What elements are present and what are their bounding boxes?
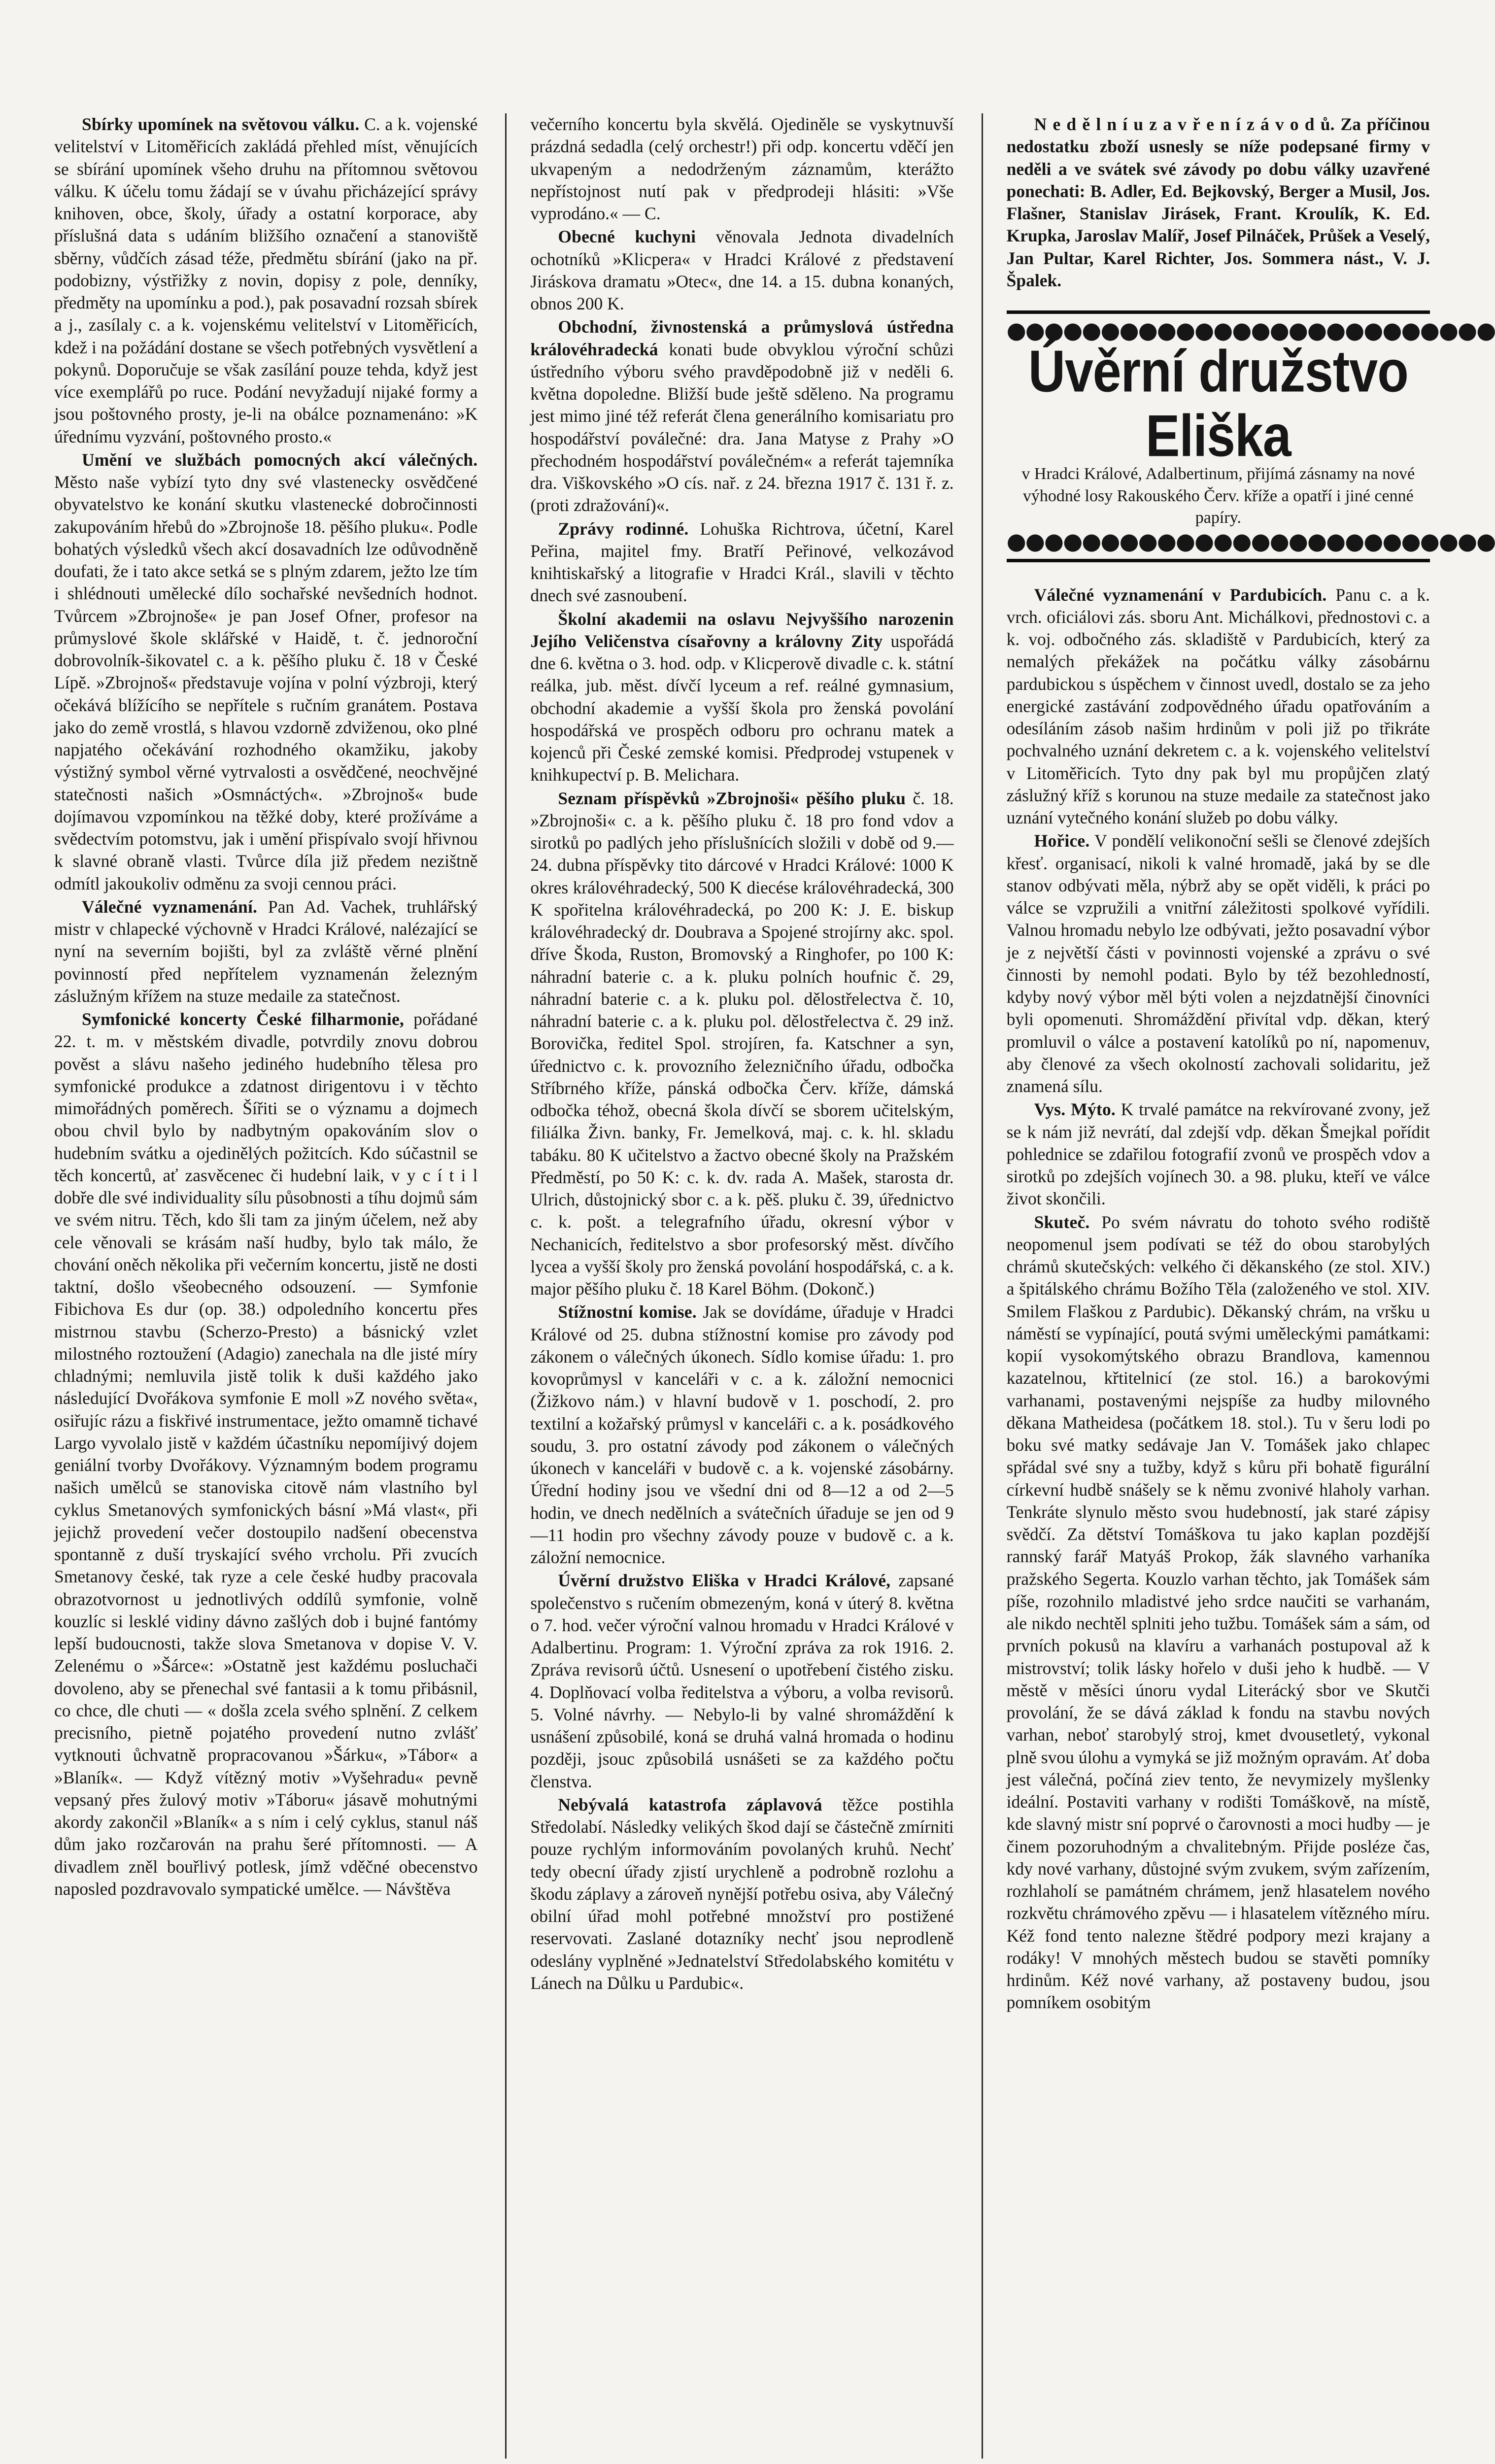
article-body: Lohuška Richtrova, účetní, Karel Peřina, majitel fmy. Bratří Peřinové, velkozávod knihtiskařský a litografie v Hradci Král., slavili v těchto dnech své zasnoubení. [530, 518, 954, 606]
article-body: Za příčinou nedostatku zboží usnesly se níže podepsané firmy v neděli a ve svátek své závody po dobu války uzavřené ponechati: B. Adler, Ed. Bejkovský, Berger a Musil, Jos. Flašner, Stanislav Jirásek, Frant. Kroulík, K. Ed. Krupka, Jaroslav Malíř, Josef Pilnáček, Průšek a Veselý, Jan Pultar, Karel Richter, Jos. Sommera nást., V. J. Špalek. [1006, 114, 1430, 290]
article-body: Jak se dovídáme, úřaduje v Hradci Králové od 25. dubna stížnostní komise pro závody pod zákonem o válečných úkonech. Sídlo komise úřadu: 1. pro kovoprůmysl v kanceláři v c. a k. záložní nemocnici (Žižkovo nám.) v hlavní budově v 1. poschodí, 2. pro textilní a kožařský průmysl v kanceláři c. a k. posádkového soudu, 3. pro ostatní závody pod zákonem o válečných úkonech v kanceláři v budově c. a k. vojenské zásobárny. Úřední hodiny jsou ve všední dni od 8—12 a od 2—5 hodin, ve dnech nedělních a svátečních úřaduje se jen od 9—11 hodin pro všechny závody pouze v budově c. a k. záložní nemocnice. [530, 1302, 954, 1567]
article-body: konati bude obvyklou výroční schůzi ústředního výboru svého pravděpodobně již v neděli 6. května dopoledne. Bližší bude ještě sděleno. Na programu jest mimo jiné též referát člena generálního komisariatu pro hospodářství poválečné: dra. Jana Matyse z Prahy »O přechodném hospodářství poválečném« a referát tajemníka dra. Viškovského »O cís. nař. z 24. března 1917 č. 131 ř. z. (proti zdražování)«. [530, 339, 954, 515]
headline: Školní akademii na oslavu Nejvyššího narozenin Jejího Veličenstva císařovny a královny Zity [530, 609, 954, 651]
article-pardubice-decoration [1007, 584, 1430, 829]
headline: Skuteč. [1034, 1212, 1090, 1232]
article-donation-list [530, 787, 953, 1300]
column-3 [982, 113, 1495, 2459]
article-trade-centre [530, 316, 953, 516]
article-family-news [530, 518, 953, 607]
ad-border-dots-top: ●●●●●●●●●●●●●●●●●●●●●●●●●● [1006, 317, 1495, 343]
headline: Úvěrní družstvo Eliška v Hradci Králové, [558, 1571, 891, 1591]
column-2 [505, 113, 953, 2459]
article-war-memorabilia [54, 113, 477, 448]
headline: Válečné vyznamenání v Pardubicích. [1034, 584, 1327, 605]
article-sunday-closing [1007, 113, 1430, 292]
article-body: C. a k. vojenské velitelství v Litoměřicích zakládá přehled míst, věnujících se sbírání upomínek všeho druhu na přítomnou světovou válku. K účelu tomu žádají se v úvahu přicházející správy knihoven, obce, školy, úřady a ostatní korporace, aby příslušná data s udáním bližšího označení a stanoviště sběrny, vůdčích zásad téže, předmětu sbírání (jako na př. podobizny, výstřižky z novin, dopisy z pole, denníky, předměty na upomínku a pod.), pak posavadní rozsah sbírek a j., zasílaly c. a k. vojenskému velitelství v Litoměřicích, kdež i na požádání dostane se všech potřebných vysvětlení a pokynů. Doporučuje se však zasílání pouze tehda, když jest více exemplářů po ruce. Podání nevyžadují nijaké formy a jsou poštovného prosty, je-li na obálce poznamenáno: »K úřednímu vyzvání, poštovného prosto.« [54, 114, 478, 446]
columns [54, 113, 1495, 2459]
article-flood-catastrophe [530, 1794, 953, 1994]
headline: Sbírky upomínek na světovou válku. [82, 114, 360, 134]
headline: N e d ě l n í u z a v ř e n í z á v o d ů. [1034, 114, 1335, 134]
article-school-academy [530, 608, 953, 787]
article-body: těžce postihla Středolabí. Následky velikých škod dají se částečně zmírniti pouze rychlým informováním povolaných kruhů. Nechť tedy obecní úřady zjistí urychleně a podrobně rozlohu a škodu záplavy a zároveň nynější potřebu osiva, aby Válečný obilní úřad mohl potřebné množství pro postižené reservovati. Zaslané dotazníky nechť jsou neprodleně odeslány vyplněné »Jednatelství Středolabského komitétu v Lánech na Důlku u Pardubic«. [530, 1794, 954, 1993]
headline: Zprávy rodinné. [558, 518, 689, 539]
article-skutec [1007, 1211, 1430, 2014]
article-body: uspořádá dne 6. května o 3. hod. odp. v Klicperově divadle c. k. státní reálka, jub. měst. dívčí lyceum a ref. reálné gymnasium, obchodní akademie a vyšší škola pro ženská povolání hospodářská ve prospěch odboru pro ochranu matek a kojenců při České zemské komisi. Předprodej vstupenek v knihkupectví p. B. Melichara. [530, 631, 954, 785]
ad-border-dots-bottom: ●●●●●●●●●●●●●●●●●●●●●●●●●● [1006, 527, 1495, 554]
article-credit-union [530, 1570, 953, 1793]
article-vys-myto [1007, 1098, 1430, 1210]
article-body: K trvalé památce na rekvírované zvony, jež se k nám již nevrátí, dal zdejší vdp. děkan Šmejkal pořídit pohlednice se zdařilou fotografií zvonů ve prospěch vdov a sirotků po zdejších vojínech 30. a 98. pluku, kteří ve válce život skončili. [1006, 1099, 1430, 1209]
article-war-decoration [54, 896, 477, 1007]
article-philharmonic-concerts [54, 1008, 477, 1900]
article-concert-continued [530, 113, 953, 225]
article-body: Město naše vybízí tyto dny své vlastenecky osvědčené obyvatelstvo ke konání skutku vlastenecké dobročinnosti zakupováním hřebů do »Zbrojnoše 18. pěšího pluku«. Podle bohatých výsledků všech akcí dosavadních lze odůvodněně doufati, že i tato akce setká se s plným zdarem, ježto lze tím i shlédnouti umělecké dílo sochařské nevšedních hodnot. Tvůrcem »Zbrojnoše« je pan Josef Ofner, profesor na průmyslové škole sklářské v Haidě, t. č. jednoroční dobrovolník-šikovatel c. a k. pěšího pluku č. 18 v České Lípě. »Zbrojnoš« představuje vojína v polní výzbroji, který očekává blížícího se nepřítele s ručním granátem. Postava jako do země vrostlá, s hlavou vzdorně zdviženou, oko plné napjatého očekávání rozhodného okamžiku, jakoby výstižný symbol věrné vytrvalosti a osvědčené, neochvějné statečnosti našich »Osmnáctých«. »Zbrojnoš« bude dojímavou vzpomínkou na těžké doby, které prožíváme a svědectvím potomstvu, jak i umění přispívalo svojí hřivnou k slavné obraně vlasti. Tvůrce díla již předem nezištně odmítl jakoukoliv odměnu za svoji cennou práci. [54, 472, 478, 893]
headline: Stížnostní komise. [558, 1302, 697, 1322]
headline: Vys. Mýto. [1034, 1099, 1116, 1120]
headline: Válečné vyznamenání. [82, 896, 258, 917]
article-body: zapsané společenstvo s ručením obmezeným, koná v úterý 8. května o 7. hod. večer výroční valnou hromadu v Hradci Králové v Adalbertinu. Program: 1. Výroční zpráva za rok 1916. 2. Zpráva revisorů účtů. Usnesení o upotřebení čistého zisku. 4. Doplňovací volba ředitelstva a výboru, a volba revisorů. 5. Volné návrhy. — Nebylo-li by valné shromáždění k usnášení způsobilé, koná se druhá valná hromada o hodinu později, jsouc způsobilá usnášeti se za každého počtu členstva. [530, 1571, 954, 1791]
column-1 [54, 113, 477, 2459]
article-body: Po svém návratu do tohoto svého rodiště neopomenul jsem podívati se též do obou starobylých chrámů skutečských: velkého či děkanského (ze stol. XIV.) a špitálského chrámu Božího Těla (založeného ve stol. XIV. Smilem Flaškou z Pardubic). Děkanský chrám, na vršku u náměstí se vypínající, poutá svými uměleckými památkami: kopií vysokomýtského obrazu Brandlova, kamennou kazatelnou, křtitelnicí (ze stol. 16.) a barokovými varhanami, postavenými nejspíše za hudby milovného děkana Matheidesa (počátkem 18. stol.). Tu v šeru lodi po boku své matky sedávaje Jan V. Tomášek jako chlapec spřádal své sny a tužby, když s kůru při bohatě figurální církevní hudbě snášely se k němu zvonivé hlaholy varhan. Tenkráte slynulo město svou hudebností, jak staré zápisy svědčí. Za dětství Tomáškova tu jako kaplan pozdější rannský farář Matyáš Prokop, žák slavného varhaníka pražského Segerta. Kouzlo varhan těchto, jak Tomášek sám píše, rozohnilo mladistvé jeho srdce naučiti se varhanám, ale nikdo nechtěl splniti jeho tužbu. Tomášek sám a sám, od prvních pokusů na klavíru a varhanách postupoval až k mistrovství; tolik lásky hořelo v duši jeho k hudbě. — V městě v měsíci únoru vydal Literácký sbor ve Skutči provolání, že se dává základ k fondu na stavbu nových varhan, neboť starobylý stroj, kmet dvousetletý, vykonal plně svou úlohu a vymyká se již možným opravám. Ať doba jest válečná, počíná ziev tento, že nevymizely myšlenky ideální. Postaviti varhany v rodišti Tomáškově, na místě, kde slavný mistr sní poprvé o čarovnosti a moci hudby — je činem pozoruhodným a chvalitebným. Přijde posléze čas, kdy nové varhany, důstojné svým zvukem, svým zařízením, rozhlaholí se památném chrámem, jenž hlasatelem nového rozkvětu chrámového zpěvu — i hlasatelem vítězného míru. Kéž fond tento nalezne štědré podpory mezi krajany a rodáky! V mnohých městech budou se stavěti pomníky hrdinům. Kéž nové varhany, až postaveny budou, jsou pomníkem osobitým [1006, 1212, 1430, 2013]
article-complaints-commission [530, 1301, 953, 1569]
article-body: Pan Ad. Vachek, truhlářský mistr v chlapecké výchovně v Hradci Králové, nalézající se nyní na severním bojišti, byl za zvláště věrné plnění povinností před nepřítelem vyznamenán železným záslužným křížem na stuze medaile za statečnost. [54, 896, 478, 1006]
article-body: V pondělí velikonoční sešli se členové zdejších křesť. organisací, nikoli k valné hromadě, jaká by se dle stanov odbývati měla, nýbrž aby se opět viděli, k práci po válce se vzpružili a vnitřní záležitosti spolkové vyřídili. Valnou hromadu nebylo lze odbývati, ježto posavadní výbor je z největší části v povinnosti vojenské a zprávu o své činnosti by nemohl podati. Bylo by též bezohledností, kdyby nový výbor měl býti volen a nejzdatnější činovníci byli opomenuti. Shromáždění přivítal vdp. děkan, který promluvil o válce a postavení katolíků po ní, napomenuv, aby členové za všech okolností zachovali solidaritu, jež znamená sílu. [1006, 831, 1430, 1096]
headline: Umění ve službách pomocných akcí válečných. [82, 449, 478, 470]
article-horice [1007, 830, 1430, 1097]
article-public-kitchen [530, 226, 953, 315]
ad-title: Úvěrní družstvo Eliška [1028, 339, 1408, 470]
headline: Obchodní, živnostenská a průmyslová ústředna královéhradecká [530, 317, 954, 359]
article-body: č. 18. »Zbrojnoši« c. a k. pěšího pluku č. 18 pro fond vdov a sirotků po padlých jeho příslušnících složili v době od 9.—24. dubna příspěvky tito dárcové v Hradci Králové: 1000 K okres královéhradecký, 500 K diecése královéhradecká, 300 K spořitelna královéhradecká, po 200 K: J. E. biskup královéhradecký dr. Doubrava a Spojené strojírny akc. spol. dříve Škoda, Ruston, Bromovský a Ringhofer, po 100 K: náhradní baterie c. a k. pluku polních houfnic č. 29, náhradní baterie c. a k. pluku pol. dělostřelectva č. 10, náhradní baterie c. a k. pluku pol. dělostřelectva č. 29 inž. Borovička, ředitel Spol. strojíren, fa. Katschner a syn, úřednictvo c. k. provozního železničního úřadu, odbočka Stříbrného kříže, pánská odbočka Červ. kříže, dámská odbočka téhož, obecná škola dívčí se sborem učitelským, filiálka Živn. banky, Fr. Jemelková, maj. c. k. hl. skladu tabáku. 80 K učitelstvo a žactvo obecné školy na Pražském Předměstí, po 50 K: c. k. dv. rada A. Mašek, starosta dr. Ulrich, důstojnický sbor c. a k. pěš. pluku č. 39, úřednictvo c. k. pošt. a telegrafního úřadu, okresní výbor v Nechanicích, ředitelstvo a sbor profesorský měst. dívčího lycea a vyšší školy pro ženská povolání hospodářská, c. a k. major pěšího pluku č. 18 Karel Böhm. (Dokonč.) [530, 788, 954, 1299]
headline: Nebývalá katastrofa záplavová [558, 1794, 822, 1814]
headline: Symfonické koncerty České filharmonie, [82, 1009, 404, 1029]
article-art-in-war-aid [54, 449, 477, 895]
article-body: Panu c. a k. vrch. oficiálovi zás. sboru Ant. Michálkovi, přednostovi c. a k. voj. odbočného zás. skladiště v Pardubicích, který za nemalých překážek na počátku války zásobárnu pardubickou s úspěchem v činnost uvedl, dostalo se za jeho energické zastávání zodpovědného úřadu opatřováním a odesíláním zásob našim hrdinům v poli již po třikráte pochvalného uznání dekretem c. a k. vojenského velitelství v Litoměřicích. Tyto dny pak byl mu propůjčen zlatý záslužný kříž s korunou na stuze medaile za statečnost jako uznání vytečného konání služeb po dobu války. [1006, 584, 1430, 828]
article-body: večerního koncertu byla skvělá. Ojediněle se vyskytnuvší prázdná sedadla (celý orchestr!) při odp. koncertu vděčí jen ukvapeným a nedodrženým záznamům, kterážto nepřístojnost nutí pak v předprodeji hlásiti: »Vše vyprodáno.« — C. [530, 114, 954, 223]
headline: Seznam příspěvků »Zbrojnoši« pěšího pluku [558, 788, 906, 808]
headline: Hořice. [1034, 831, 1090, 851]
article-body: pořádané 22. t. m. v městském divadle, potvrdily znovu dobrou pověst a slávu našeho jediného hudebního tělesa pro symfonické produkce a zdatnost dirigentovu i v těchto mimořádných poměrech. Šířiti se o významu a dojmech obou chvil bylo by nadbytným opakováním slov o hudebním svátku a ojedinělých požitcích. Kdo súčastnil se těch koncertů, ať zasvěcenec či hudební laik, v y c í t i l dobře dle své individuality sílu působnosti a tíhu dojmů sám ve svém nitru. Těch, kdo šli tam za jiným účelem, než aby cele věnovali se krásám naší hudby, bylo tak málo, že chování oněch několika při večerním koncertu, jistě ne dosti taktní, došlo všeobecného odsouzení. — Symfonie Fibichova Es dur (op. 38.) odpoledního koncertu přes mistrnou stavbu (Scherzo-Presto) a básnický vzlet milostného roztoužení (Adagio) zanechala na dle jisté míry chladnými; nemluvila jistě tolik k duši každého jako následující Dvořákova symfonie E moll »Z nového světa«, osiřujíc rázu a fiskřivé instrumentace, ježto omamně tichavé Largo vyvolalo jistě v každém účastníku nepomíjivý dojem geniální tvorby Dvořákovy. Významným bodem programu našich umělců se stanoviska citově nám vlastního byl cyklus Smetanových symfonických básní »Má vlast«, při jejichž provedení večer dostoupilo nadšení obecenstva spontanně z duší tryskající svého vrcholu. Při zvucích Smetanovy české, tak ryze a cele české hudby pracovala obrazotvornost u jednotlivých oddílů symfonie, volně kouzlíc si lesklé vidiny dávno zašlých dob i bujné fantómy lepší budoucnosti, takže slova Smetanova v dopise V. V. Zelenému o »Šárce«: »Ostatně jest každému posluchači dovoleno, aby se přenechal své fantasii a k tomu přibásnil, co chce, dle chuti — « došla zcela svého splnění. Z celkem precisního, pietně pojatého provedení nutno zvlášť vytknouti ůchvatně propracovanou »Šárku«, »Tábor« a »Blaník«. — Když vítězný motiv »Vyšehradu« pevně vepsaný přes žulový motiv »Táboru« jásavě mohutnými akordy zakončil »Blaník« a s ním i celý cyklus, stanul náš dům jako rozčarován na prahu šeré přítomnosti. — A divadlem zněl bouřlivý potlesk, jímž vděčné obecenstvo naposled pozdravovalo sympatické umělce. — Návštěva [54, 1009, 478, 1899]
headline: Obecné kuchyni [558, 227, 696, 247]
ad-subtitle: v Hradci Králové, Adalbertinum, přijímá zásnamy na nové výhodné losy Rakouského Červ. kříže a opatří i jiné cenné papíry. [1021, 465, 1415, 527]
advertisement-credit-union [1006, 310, 1495, 562]
article-body: věnovala Jednota divadelních ochotníků »Klicpera« v Hradci Králové z představení Jiráskova dramatu »Otec«, dne 14. a 15. dubna konaných, obnos 200 K. [530, 227, 954, 313]
